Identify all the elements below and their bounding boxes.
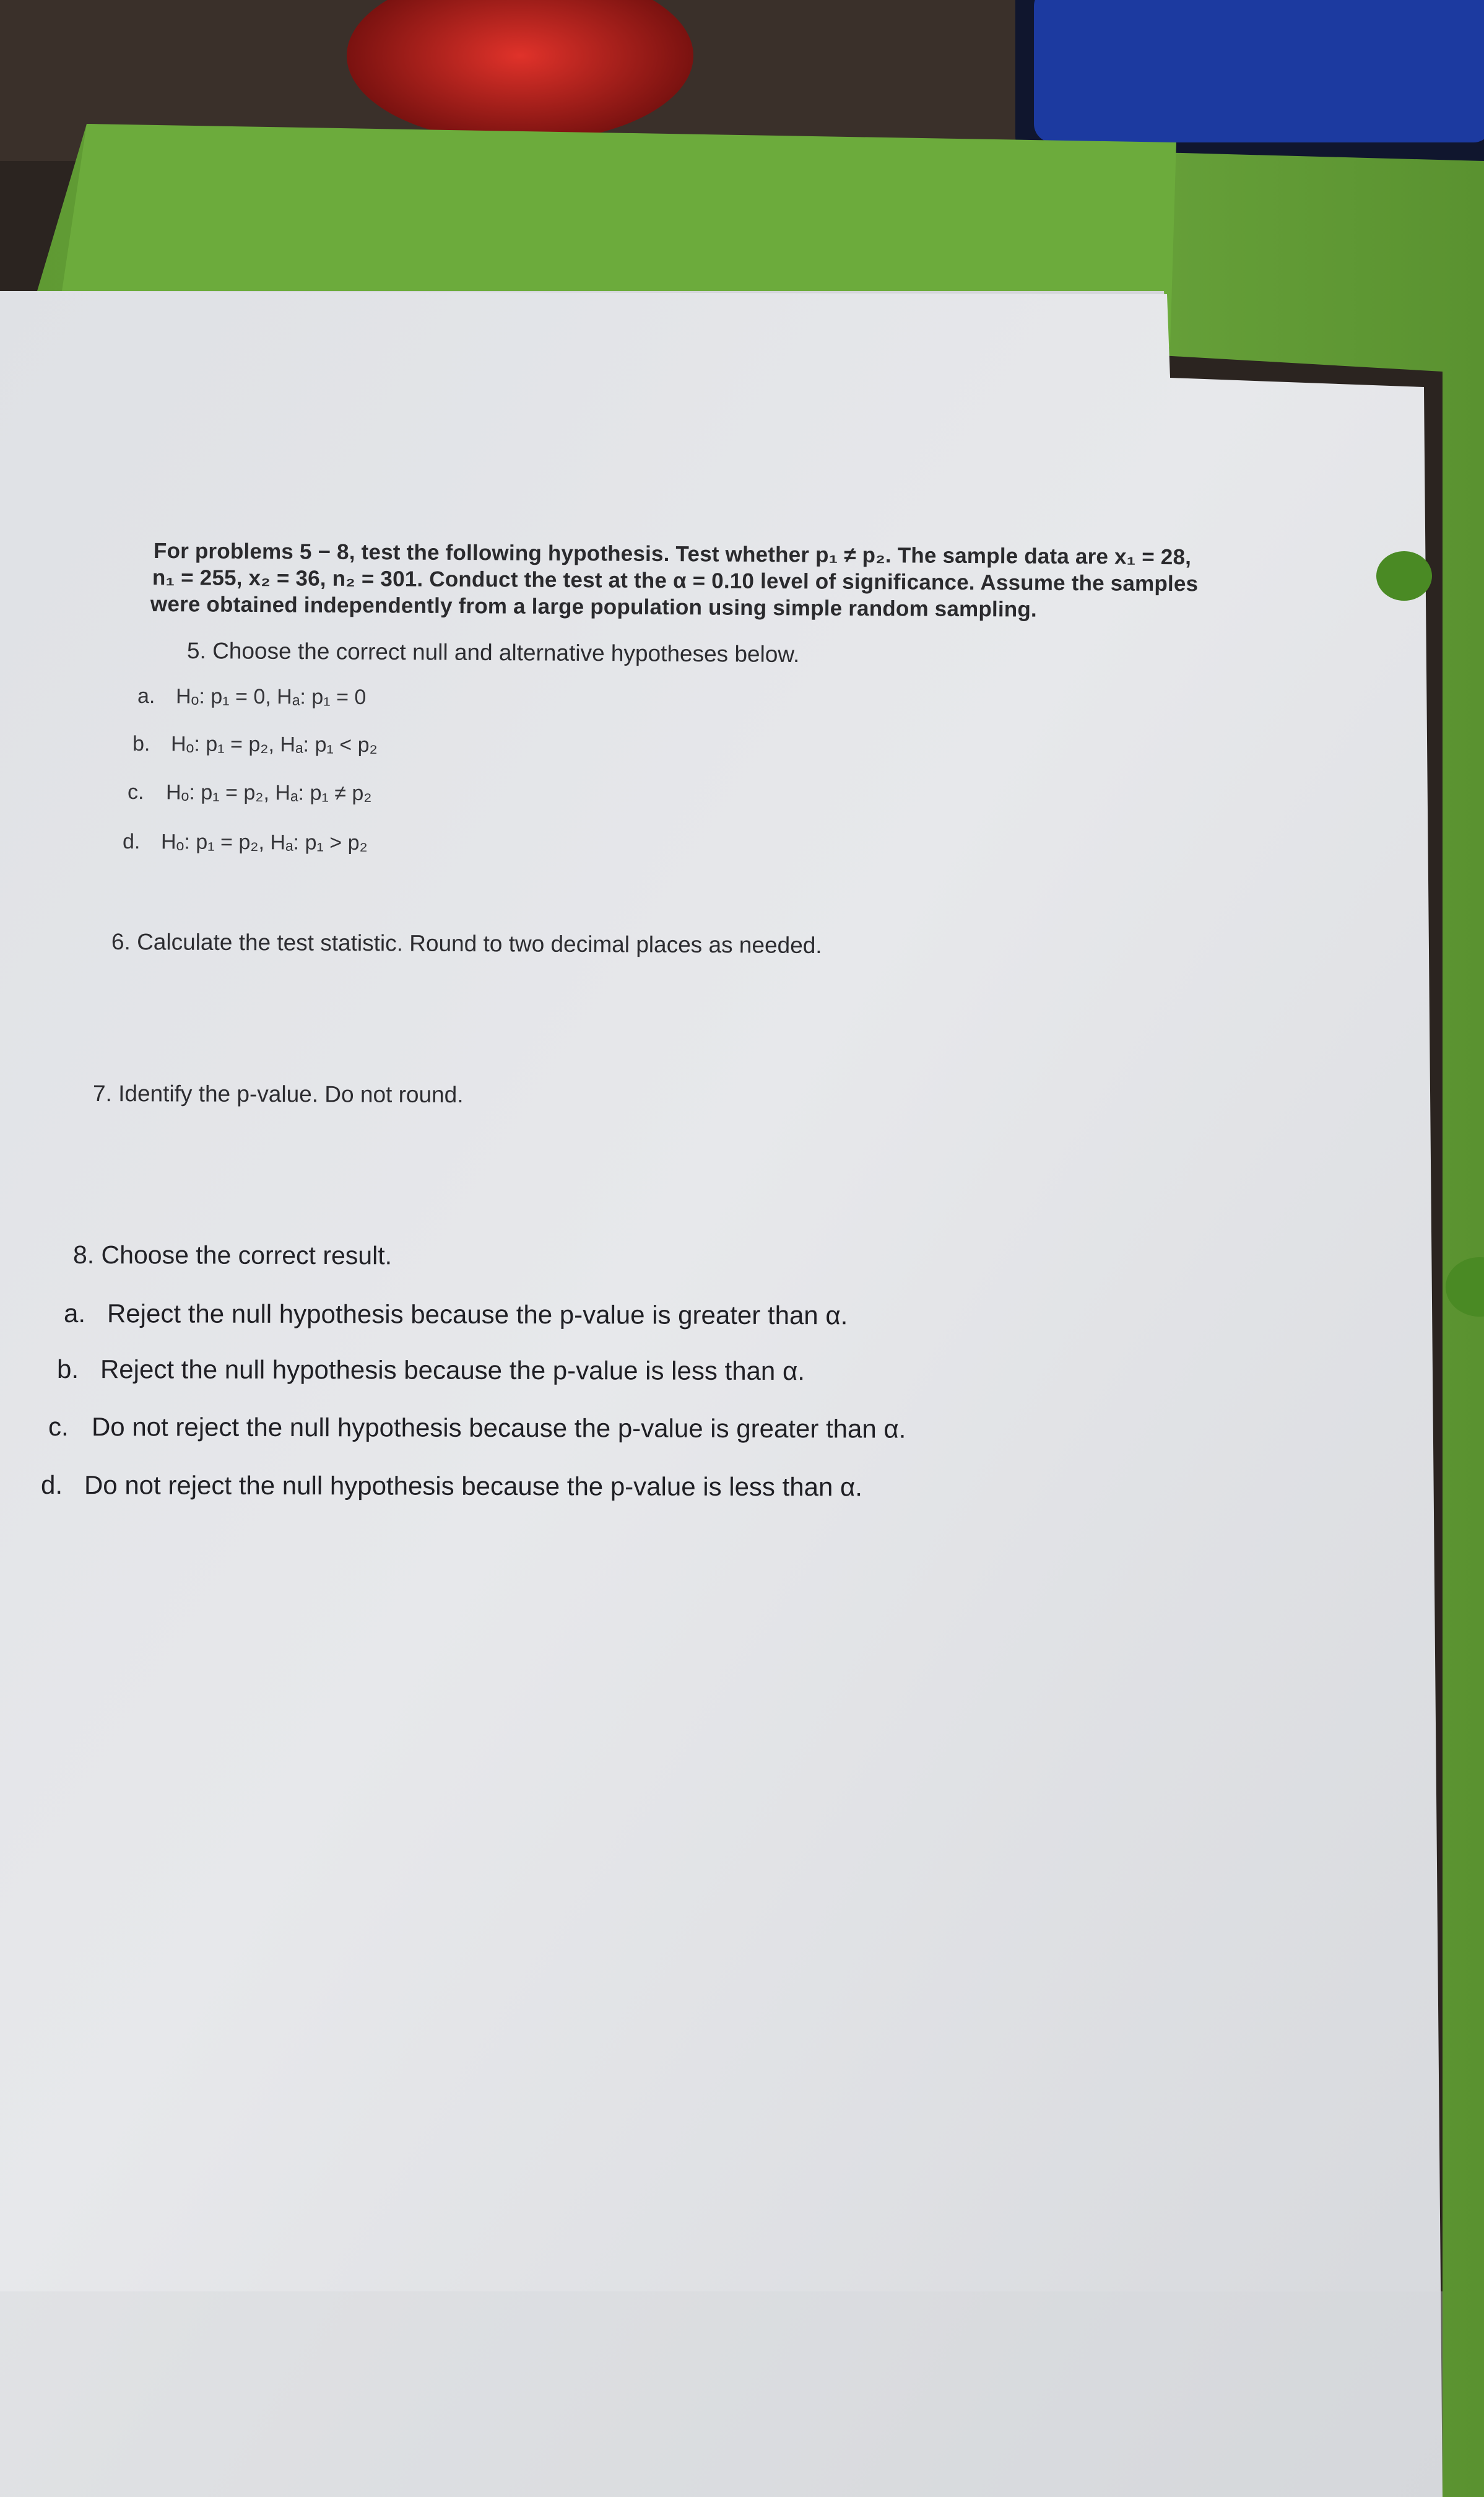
q5-option-a [137, 684, 367, 710]
option-text: Reject the null hypothesis because the p-value is greater than α. [106, 1299, 848, 1330]
question-7: 7. Identify the p-value. Do not round. [92, 1081, 464, 1108]
option-text: Hₒ: p₁ = p₂, Hₐ: p₁ < p₂ [170, 732, 378, 757]
q8-option-b [57, 1354, 805, 1386]
option-text: Hₒ: p₁ = p₂, Hₐ: p₁ ≠ p₂ [165, 780, 372, 806]
intro-line-3: were obtained independently from a large population using simple random sampling. [150, 592, 1038, 622]
intro-line-2: n₁ = 255, x₂ = 36, n₂ = 301. Conduct the test at the α = 0.10 level of significance. Assume the samples [152, 565, 1199, 596]
option-marker: b. [56, 1354, 79, 1384]
option-text: Do not reject the null hypothesis because the p-value is greater than α. [91, 1412, 906, 1444]
option-marker: a. [63, 1299, 86, 1328]
option-marker: d. [122, 830, 141, 854]
q8-option-d [41, 1470, 862, 1502]
option-text: Do not reject the null hypothesis because the p-value is less than α. [84, 1470, 863, 1502]
q5-option-d [123, 830, 368, 855]
option-text: Hₒ: p₁ = p₂, Hₐ: p₁ > p₂ [160, 830, 368, 855]
question-8: 8. Choose the correct result. [72, 1240, 393, 1270]
option-text: Reject the null hypothesis because the p-value is less than α. [100, 1354, 805, 1386]
q8-option-a [64, 1299, 848, 1330]
intro-line-1: For problems 5 − 8, test the following hypothesis. Test whether p₁ ≠ p₂. The sample data are x₁ = 28, [153, 539, 1192, 570]
q5-option-b [132, 732, 378, 757]
question-6: 6. Calculate the test statistic. Round to two decimal places as needed. [111, 929, 822, 959]
option-text: Hₒ: p₁ = 0, Hₐ: p₁ = 0 [175, 684, 367, 709]
q8-option-c [48, 1412, 906, 1444]
option-marker: b. [132, 732, 150, 756]
q5-option-c [128, 780, 372, 806]
option-marker: a. [137, 684, 155, 708]
option-marker: c. [127, 780, 144, 804]
option-marker: c. [48, 1412, 69, 1442]
question-5: 5. Choose the correct null and alternative hypotheses below. [186, 638, 800, 668]
option-marker: d. [40, 1470, 63, 1500]
